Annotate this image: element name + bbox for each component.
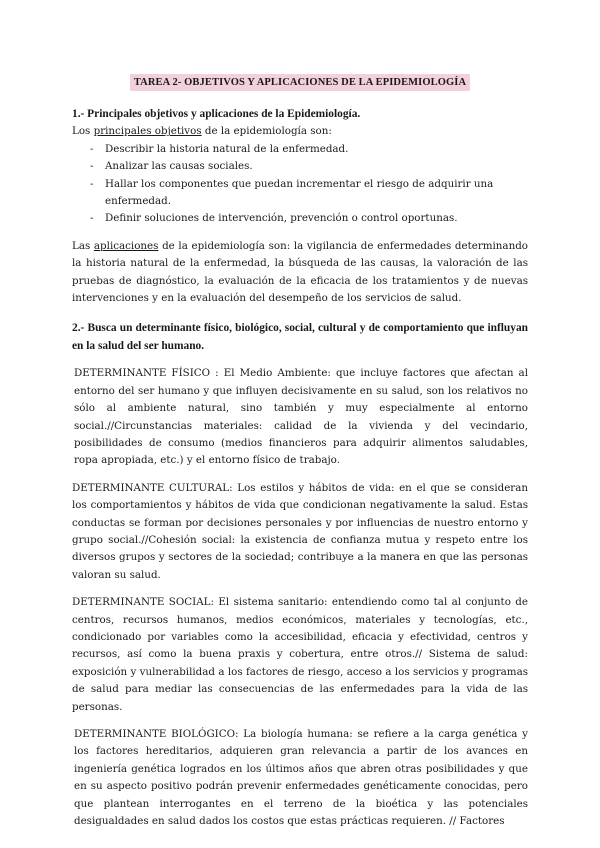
determinant-physical: DETERMINANTE FÍSICO : El Medio Ambiente: que incluye factores que afectan al entorno del ser humano y que influyen decisivamente en su salud, son los relativos no sólo al ambiente natural, sino también y muy especialmente al entorno social.//Circunstancias materiales: calidad de la vivienda y del vecindario, posibilidades de consumo (medios financieros para adquirir alimentos saludables, ropa apropiada, etc.) y el entorno físico de trabajo. bbox=[74, 367, 528, 467]
dash-bullet: - bbox=[90, 212, 94, 225]
section-2-heading: 2.- Busca un determinante físico, biológico, social, cultural y de comportamiento que influyan en la salud del ser humano. bbox=[72, 322, 528, 352]
objectives-intro: Los principales objetivos de la epidemiología son: bbox=[72, 125, 332, 138]
document-body bbox=[72, 106, 528, 830]
dash-bullet: - bbox=[90, 160, 94, 173]
applications-paragraph: Las aplicaciones de la epidemiología son: la vigilancia de enfermedades determinando la historia natural de la enfermedad, la búsqueda de las causas, la valoración de las pruebas de diagnóstico, la evaluación de la eficacia de los tratamientos y de nuevas intervenciones y en la evaluación del desempeño de los servicios de salud. bbox=[72, 239, 528, 305]
determinant-cultural: DETERMINANTE CULTURAL: Los estilos y hábitos de vida: en el que se consideran los comportamientos y hábitos de vida que condicionan negativamente la salud. Estas conductas se forman por decisiones personales y por influencias de nuestro entorno y grupo social.//Cohesión social: la existencia de confianza mutua y respeto entre los diversos grupos y sectores de la sociedad; contribuye a la manera en que las personas valoran su salud. bbox=[72, 481, 528, 581]
list-item: - Definir soluciones de intervención, prevención o control oportunas. bbox=[72, 210, 528, 227]
objectives-list bbox=[72, 141, 528, 228]
list-item: - Describir la historia natural de la enfermedad. bbox=[72, 141, 528, 158]
list-item: - Analizar las causas sociales. bbox=[72, 158, 528, 175]
underlined-objectives: principales objetivos bbox=[93, 125, 202, 138]
document-title: TAREA 2- OBJETIVOS Y APLICACIONES DE LA EPIDEMIOLOGÍA bbox=[130, 74, 470, 91]
section-1-heading: 1.- Principales objetivos y aplicaciones de la Epidemiología. bbox=[72, 108, 361, 120]
determinant-social: DETERMINANTE SOCIAL: El sistema sanitario: entendiendo como tal al conjunto de centros, recursos humanos, medios económicos, materiales y tecnologías, etc., condicionado por variables como la accesibilidad, eficacia y efectividad, centros y recursos, así como la buena praxis y cobertura, entre otros.// Sistema de salud: exposición y vulnerabilidad a los factores de riesgo, acceso a los servicios y programas de salud para mediar las consecuencias de las enfermedades para la vida de las personas. bbox=[72, 596, 528, 713]
list-item: - Hallar los componentes que puedan incrementar el riesgo de adquirir una enfermedad. bbox=[90, 177, 494, 208]
dash-bullet: - bbox=[90, 177, 94, 190]
title-wrap bbox=[0, 70, 600, 91]
dash-bullet: - bbox=[90, 142, 94, 155]
underlined-applications: aplicaciones bbox=[93, 239, 159, 252]
determinant-biological: DETERMINANTE BIOLÓGICO: La biología humana: se refiere a la carga genética y los factores hereditarios, adquieren gran relevancia a partir de los avances en ingeniería genética logrados en los últimos años que abren otras posibilidades y que en su aspecto positivo podrán prevenir enfermedades genéticamente conocidas, pero que plantean interrogantes en el terreno de la bioética y las potenciales desigualdades en salud dados los costos que estas prácticas requieren. // Factores bbox=[74, 728, 528, 828]
